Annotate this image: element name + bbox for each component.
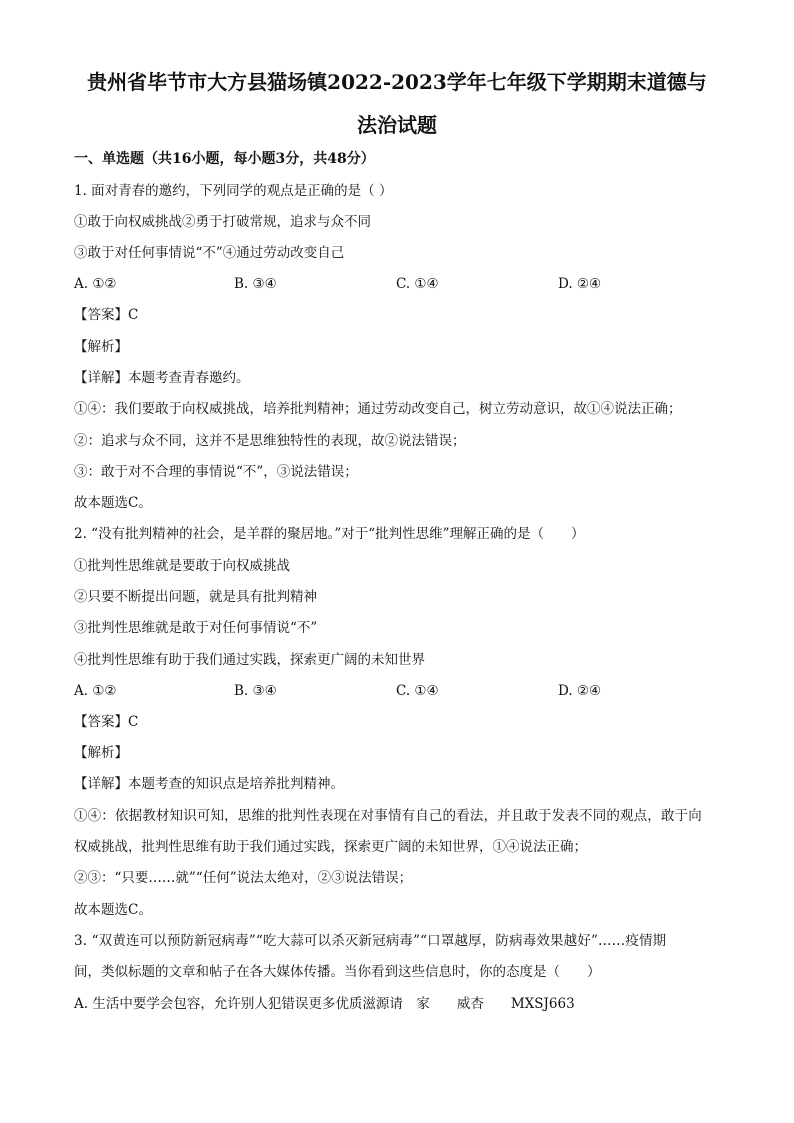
q2-option-a: A. ①② [74,683,117,699]
q2-explanation-2: ②③：“只要……就”“任何”说法太绝对，②③说法错误； [74,870,413,886]
q2-option-d: D. ②④ [558,683,602,699]
q1-item-a: ①敢于向权威挑战②勇于打破常规，追求与众不同 [74,214,371,230]
q1-answer: 【答案】C [74,307,139,323]
q3-option-a: A. 生活中要学会包容，允许别人犯错误更多优质滋源请 家 威杏 MXSJ663 [74,996,575,1012]
q2-item-1: ①批判性思维就是要敢于向权威挑战 [74,558,290,574]
document-title-line-1: 贵州省毕节市大方县猫场镇2022-2023学年七年级下学期期末道德与 [87,70,707,94]
q2-explanation-1b: 权威挑战，批判性思维有助于我们通过实践，探索更广阔的未知世界，①④说法正确； [74,839,587,855]
q1-explanation-2: ②：追求与众不同，这并不是思维独特性的表现，故②说法错误； [74,433,466,449]
q1-explanation-1: ①④：我们要敢于向权威挑战，培养批判精神；通过劳动改变自己，树立劳动意识，故①④说法正确； [74,401,682,417]
q1-option-c: C. ①④ [396,276,439,292]
q1-analysis-label: 【解析】 [74,339,128,355]
q2-stem: 2. “没有批判精神的社会，是羊群的聚居地。”对于“批判性思维”理解正确的是（ ） [74,526,585,542]
q2-item-3: ③批判性思维就是敢于对任何事情说“不” [74,620,318,636]
q2-conclusion: 故本题选C。 [74,902,152,918]
q2-explanation-1a: ①④：依据教材知识可知，思维的批判性表现在对事情有自己的看法，并且敢于发表不同的观点，敢于向 [74,808,702,824]
q2-item-2: ②只要不断提出问题，就是具有批判精神 [74,589,317,605]
q1-option-d: D. ②④ [558,276,602,292]
q2-answer: 【答案】C [74,714,139,730]
section-heading: 一、单选题（共16小题，每小题3分，共48分） [74,151,375,167]
q1-stem: 1. 面对青春的邀约，下列同学的观点是正确的是（ ） [74,183,393,199]
q1-explanation-3: ③：敢于对不合理的事情说“不”，③说法错误； [74,464,358,480]
q1-option-b: B. ③④ [234,276,277,292]
q3-stem-line-2: 间，类似标题的文章和帖子在各大媒体传播。当你看到这些信息时，你的态度是（ ） [74,964,601,980]
q1-detail: 【详解】本题考查青春邀约。 [74,370,250,386]
q2-option-b: B. ③④ [234,683,277,699]
q1-option-a: A. ①② [74,276,117,292]
q1-conclusion: 故本题选C。 [74,495,152,511]
document-title-line-2: 法治试题 [357,113,437,137]
q2-option-c: C. ①④ [396,683,439,699]
q2-item-4: ④批判性思维有助于我们通过实践，探索更广阔的未知世界 [74,652,425,668]
q2-analysis-label: 【解析】 [74,745,128,761]
q2-detail: 【详解】本题考查的知识点是培养批判精神。 [74,776,344,792]
q1-item-b: ③敢于对任何事情说“不”④通过劳动改变自己 [74,245,345,261]
q3-stem-line-1: 3. “双黄连可以预防新冠病毒”“吃大蒜可以杀灭新冠病毒”“口罩越厚，防病毒效果越好”……疫情期 [74,933,667,949]
